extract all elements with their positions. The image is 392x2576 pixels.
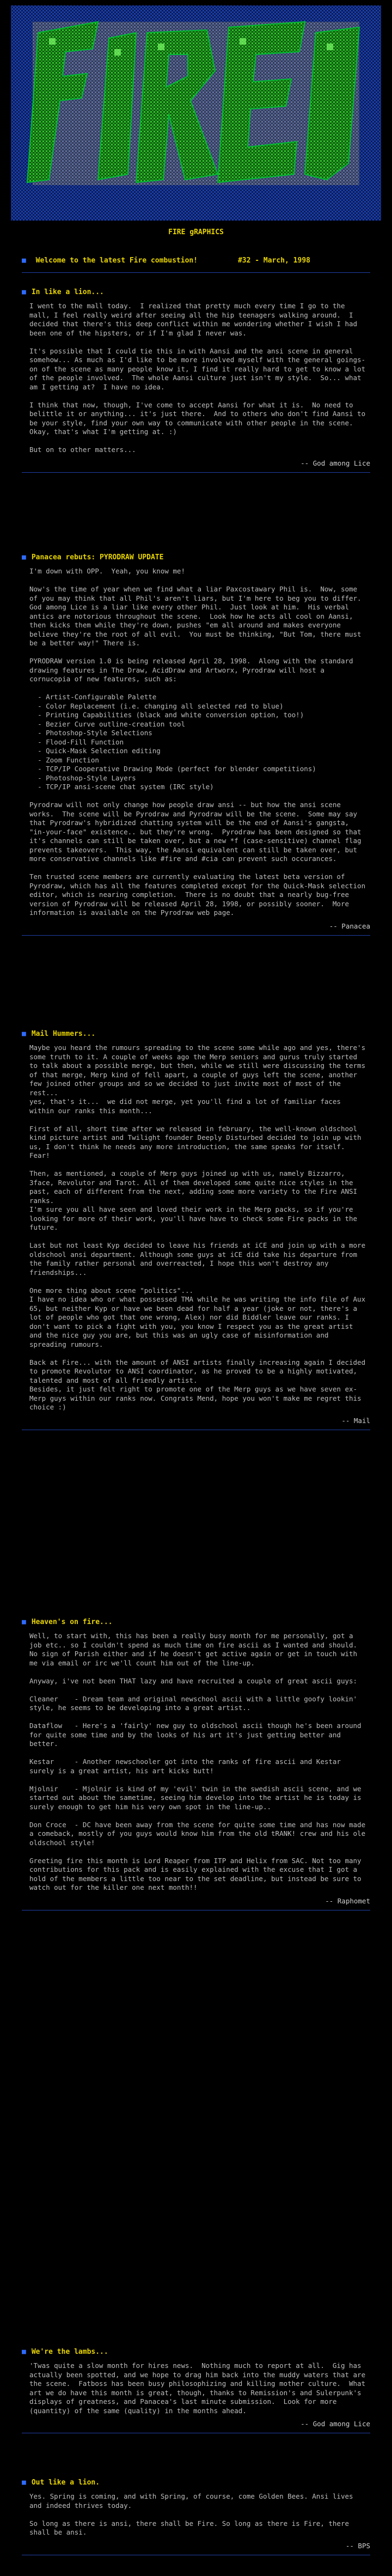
section-signature: -- Panacea xyxy=(329,921,370,930)
bullet-icon: ■ xyxy=(22,288,26,296)
section-title: We're the lambs... xyxy=(31,2348,108,2356)
section-signature: -- Mail xyxy=(341,1416,370,1425)
divider xyxy=(22,272,370,273)
bullet-icon: ■ xyxy=(22,1030,26,1038)
bullet-icon: ■ xyxy=(22,1618,26,1626)
section-title: Out like a lion. xyxy=(31,2479,100,2487)
banner-tagline: FIRE gRAPHICS xyxy=(168,228,224,236)
bullet-icon: ■ xyxy=(22,257,26,265)
welcome-header xyxy=(22,256,370,266)
section-body: Maybe you heard the rumours spreading to the scene some while ago and yes, there's some truth to it. A couple of weeks ago the Merp seniors and gurus truly started to talk about a possible merge, but then, while we still were discussing the terms of that merge, Merp kind of fell apart, a couple of guys left the scene, another few joined other groups and so we decided to just invite most of most of the rest... yes, that's it... we did not merge, yet you'll find a lot of familiar faces within our ranks this month... First of all, short time after we released in february, the well-known oldschool kind picture artist and Twilight founder Deeply Disturbed decided to join up with us, I don't think he needs any more introduction, the same speaks for itself. Fear! Then, as mentioned, a couple of Merp guys joined up with us, namely Bizzarro, 3face, Revolutor and Tarot. All of them developed some quite nice styles in the past, each of different from the next, adding some more variety to the Fire ANSI ranks. I'm sure you all have seen and loved their work in the Merp packs, so if you're looking for more of their work, you'll have have to check some Fire packs in the future. Last but not least Kyp decided to leave his friends at iCE and join up with a more oldschool ansi department. Although some guys at iCE did take his departure from the family rather personal and overreacted, I hope this won't destroy any friendships... One more thing about scene "politics"... I have no idea who or what possessed TMA while he was writing the info file of Aux 65, but neither Kyp or have we been dead for half a year (joke or not, there's a lot of people who got that one wrong, Alex) nor did Biddler leave our ranks. I don't want to pick a fight with you, you know I respect you as the great artist and the nice guy you are, but this was an ugly case of misinformation and spreading rumours. Back at Fire... with the amount of ANSI artists finally increasing again I decided to promote Revolutor to ANSI coordinator, as he proved to be a highly motivated, talented and most of all friendly artist. Besides, it just felt right to promote one of the Merp guys as we have seven ex-Merp guys within our ranks now. Congrats Mend, hope you won't make me regret this choice :) xyxy=(29,1043,366,1411)
section-header xyxy=(22,288,370,297)
bullet-icon: ■ xyxy=(22,553,26,561)
section-signature: -- God among Lice xyxy=(301,459,370,467)
section-header xyxy=(22,1617,370,1627)
section-header xyxy=(22,553,370,563)
section-header xyxy=(22,1029,370,1039)
section-signature: -- Raphomet xyxy=(325,1896,370,1905)
section-body: I'm down with OPP. Yeah, you know me! Now's the time of year when we find what a liar Paxcostawary Phil is. Now, some of you may think that all Phil's aren't liars, but I'm here to beg you to differ. God among Lice is a liar like every other Phil. Just look at him. His verbal antics are notorious throughout the scene. Look how he acts all cool on Aansi, then kicks them while they're down, pushes "em all around and makes everyone believe they're the root of all evil. You must be thinking, "But Tom, there must be a better way!" There is. PYRODRAW version 1.0 is being released April 28, 1998. Along with the standard drawing features in The Draw, AcidDraw and Artworx, Pyrodraw will host a cornucopia of new features, such as: - Artist-Configurable Palette - Color Replacement (i.e. changing all selected red to blue) - Printing Capabilities (black and white conversion option, too!) - Bezier Curve outline-creation tool - Photoshop-Style Selections - Flood-Fill Function - Quick-Mask Selection editing - Zoom Function - TCP/IP Cooperative Drawing Mode (perfect for blender competitions) - Photoshop-Style Layers - TCP/IP ansi-scene chat system (IRC style) Pyrodraw will not only change how people draw ansi -- but how the ansi scene works. The scene will be Pyrodraw and Pyrodraw will be the scene. Some may say that Pyrodraw's hybridized chatting system will be the end of Aansi's gangsta, "in-your-face" existence.. but they're wrong. Pyrodraw has been designed so that it's channels can still be taken over, but a new *f (case-sensitive) channel flag prevents takeovers. This way, the Aansi equivalent can still be taken over, but more conservative channels like #fire and #cia can prevent such occurances. Ten trusted scene members are currently evaluating the latest beta version of Pyrodraw, which has all the features completed except for the Quick-Mask selection editor, which is nearing completion. There is no doubt that a nearly bug-free version of Pyrodraw will be released April 28, 1998, or possibly sooner. More information is available on the Pyrodraw web page. xyxy=(29,567,366,917)
divider xyxy=(22,472,370,473)
bullet-icon: ■ xyxy=(22,2348,26,2356)
section-title: Mail Hummers... xyxy=(31,1030,96,1038)
fire-logo-banner xyxy=(0,0,392,251)
section-body: I went to the mall today. I realized that pretty much every time I go to the mall, I feel really weird after seeing all the hip teenagers walking around. I decided that there's this deep conflict within me wondering whether I wish I had been one of the hipsters, or if I'm glad I never was. It's possible that I could tie this in with Aansi and the ansi scene in general somehow... As much as I'd like to be more involved myself with the general goings-on of the scene as many people know it, I find it really hard to get to know a lot of the people involved. The whole Aansi culture just isn't my style. So... what am I getting at? I have no idea. I think that now, though, I've come to accept Aansi for what it is. No need to belittle it or anything... it's just there. And to others who don't find Aansi to be your style, find your own way to communicate with other people in the scene. Okay, that's what I'm getting at. :) But on to other matters... xyxy=(29,302,366,454)
section-header xyxy=(22,2347,370,2357)
welcome-title: Welcome to the latest Fire combustion! xyxy=(35,257,198,265)
section-title: Panacea rebuts: PYRODRAW UPDATE xyxy=(31,553,164,561)
section-header xyxy=(22,2478,370,2488)
section-body: Well, to start with, this has been a really busy month for me personally, got a job etc.. so I couldn't spend as much time on fire ascii as I wanted and should. No sign of Parish either and if he doesn't get active again or get in touch with me via email or irc we'll count him out of the line-up. Anyway, i've not been THAT lazy and have recruited a couple of great ascii guys: Cleaner - Dream team and original newschool ascii with a little goofy lookin' style, he seems to be developing into a great artist.. Dataflow - Here's a 'fairly' new guy to oldschool ascii though he's been around for quite some time and by the looks of his art it's just getting better and better. Kestar - Another newschooler got into the ranks of fire ascii and Kestar surely is a great artist, his art kicks butt! Mjolnir - Mjolnir is kind of my 'evil' twin in the swedish ascii scene, and we started out about the sametime, seeing him develop into the artist he is today is surely enough to get him his very own spot in the line-up.. Don Croce - DC have been away from the scene for quite some time and has now made a comeback, mostly of you guys would know him from the old tRANK! crew and his ole oldschool style! Greeting fire this month is Lord Reaper from ITP and Helix from SAC. Not too many contributions for this pack and is easily explained with the excuse that I got a hold of the members a little too near to the set deadline, but instead be sure to watch out for the killer one next month!! xyxy=(29,1632,366,1891)
section-signature: -- BPS xyxy=(345,2541,370,2550)
divider xyxy=(22,935,370,936)
bullet-icon: ■ xyxy=(22,2479,26,2487)
section-title: In like a lion... xyxy=(31,288,104,296)
section-signature: -- God among Lice xyxy=(301,2420,370,2428)
section-title: Heaven's on fire... xyxy=(31,1618,113,1626)
section-body: Yes. Spring is coming, and with Spring, of course, come Golden Bees. Ansi lives and indeed thrives today. So long as there is ansi, there shall be Fire. So long as there is Fire, there shall be ansi. xyxy=(29,2492,353,2536)
issue-number: #32 - March, 1998 xyxy=(237,257,310,265)
section-body: 'Twas quite a slow month for hires news. Nothing much to report at all. Gig has actually been spotted, and we hope to drag him back into the muddy waters that are the scene. Fatboss has been busy philosophizing and killing mother culture. What art we do have this month is great, though, thanks to Remission's and Sulerpunk's displays of greatness, and Panacea's last minute submission. Look for more (quantity) of the same (quality) in the months ahead. xyxy=(29,2361,370,2415)
